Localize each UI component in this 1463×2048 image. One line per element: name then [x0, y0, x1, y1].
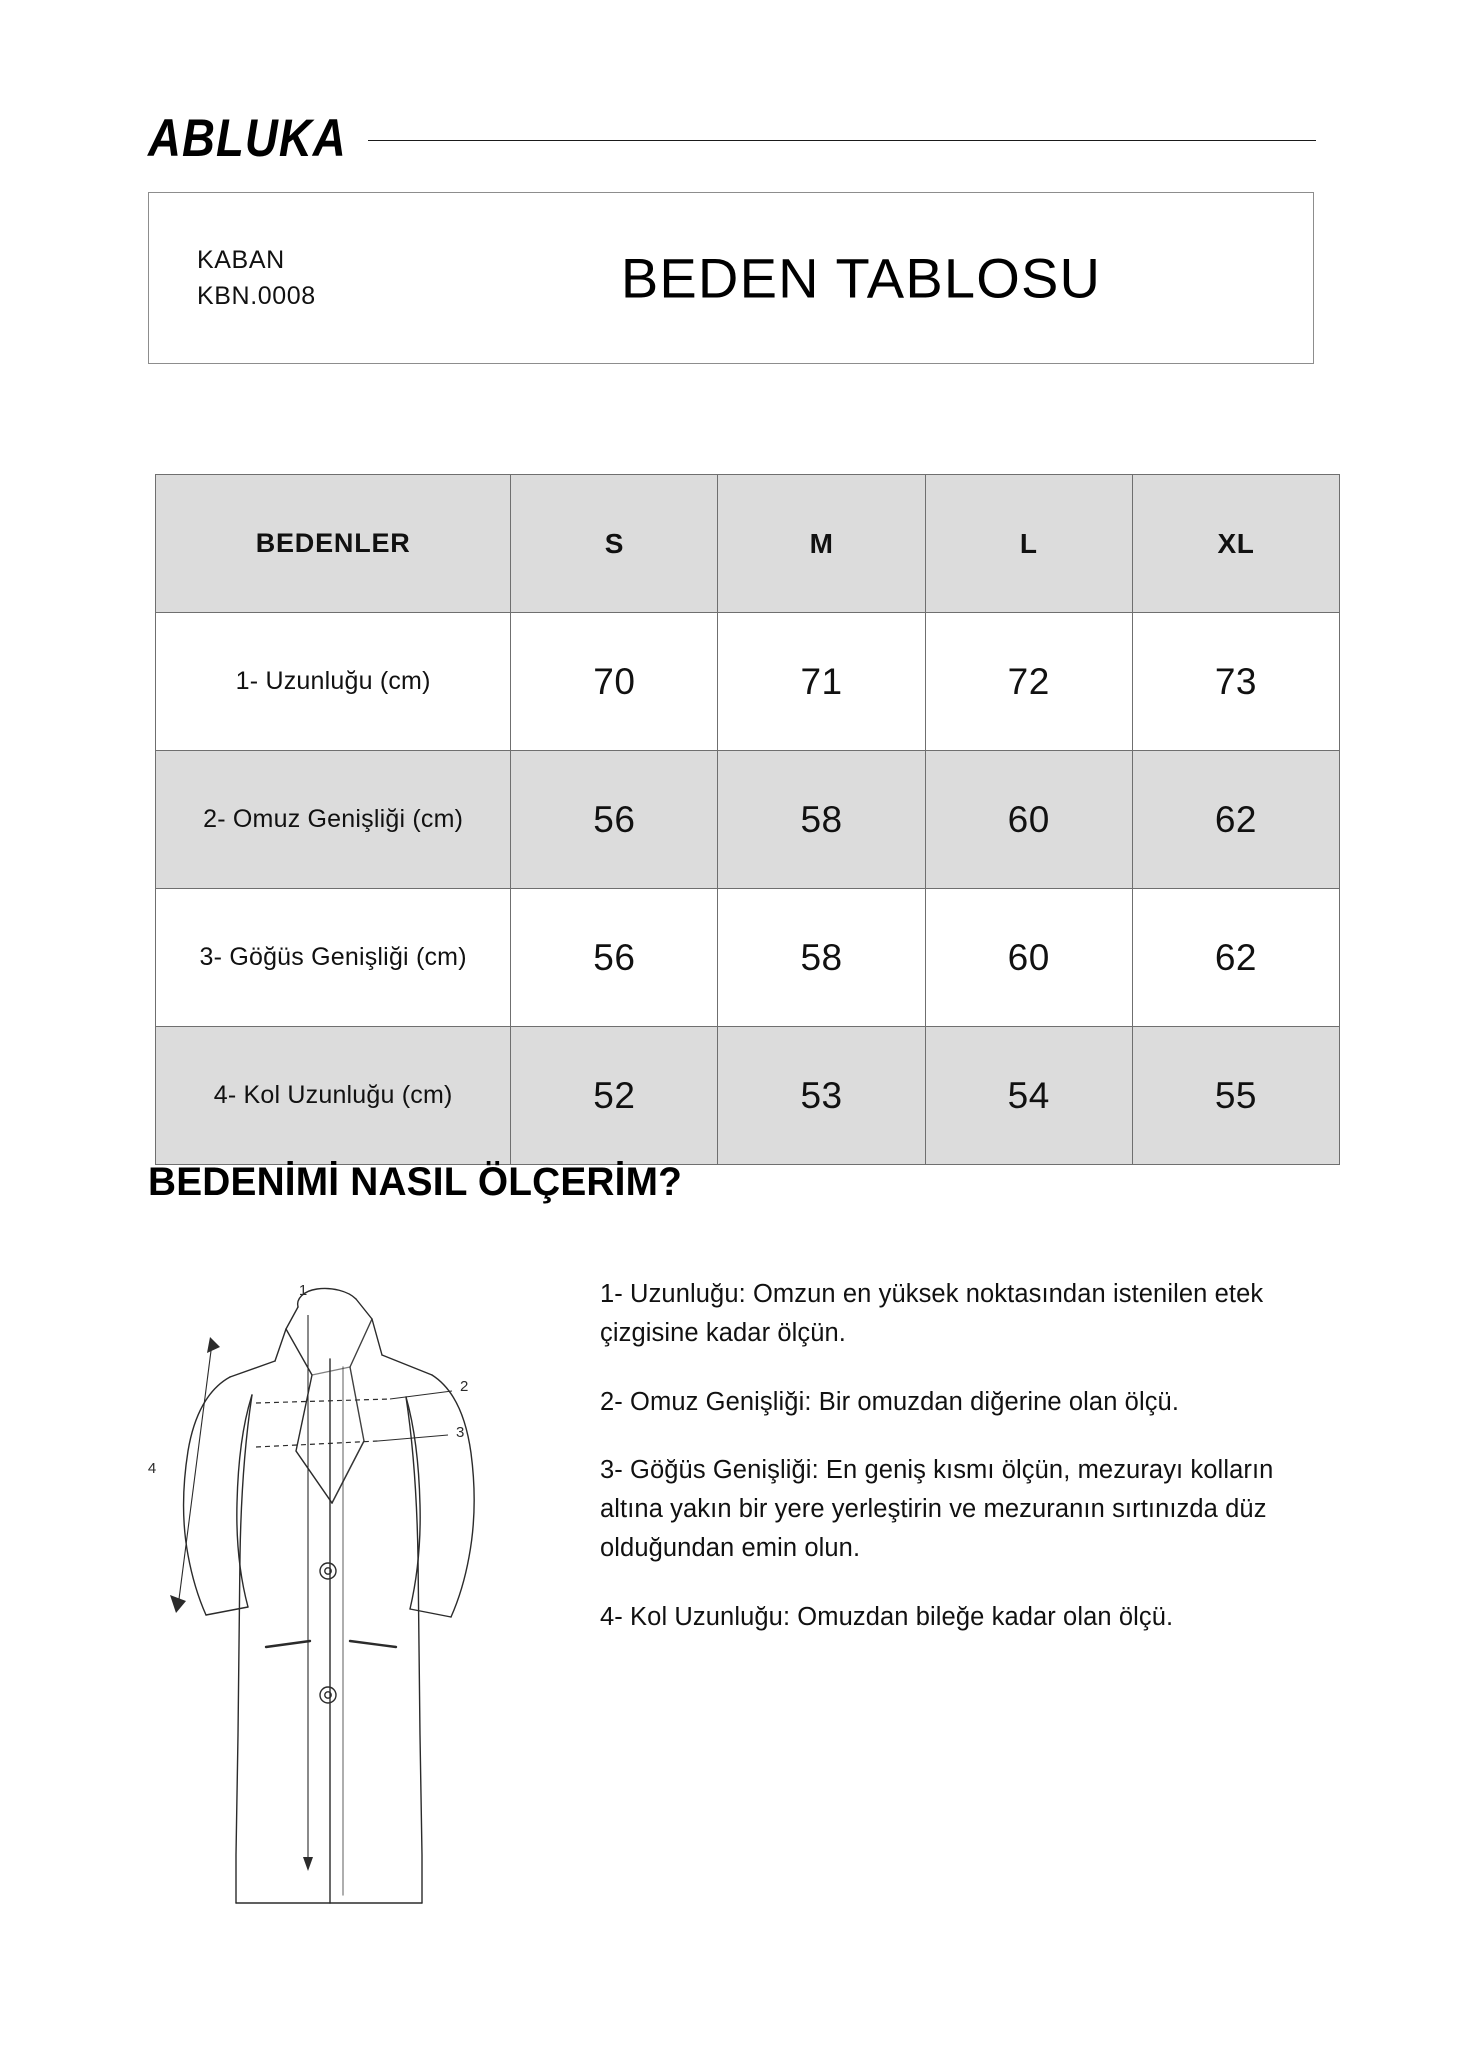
measurement-value: 58 [800, 936, 843, 978]
table-header-cell-label [156, 475, 511, 613]
measurement-value: 62 [1214, 936, 1257, 978]
figure-marker-4: 4 [147, 1460, 157, 1477]
measurement-label-cell [156, 613, 511, 751]
instruction-item-4: 4- Kol Uzunluğu: Omuzdan bileğe kadar olan ölçü. [600, 1602, 1174, 1631]
measurement-value-cell [718, 751, 925, 889]
figure-marker-3: 3 [456, 1424, 465, 1441]
how-to-measure-section [0, 1255, 1463, 1975]
measurement-value-cell [1132, 889, 1339, 1027]
how-to-measure-heading: BEDENİMİ NASIL ÖLÇERİM? [148, 1160, 683, 1204]
instructions-list [600, 1275, 1300, 1636]
table-row [156, 1027, 1340, 1165]
header-divider-line [368, 140, 1316, 141]
measurement-value: 71 [800, 660, 843, 702]
measurement-value: 62 [1214, 798, 1257, 840]
measurement-value-cell [925, 751, 1132, 889]
measurement-value-cell [925, 1027, 1132, 1165]
size-header-xl: XL [1217, 527, 1255, 559]
table-row [156, 889, 1340, 1027]
measurement-value: 56 [593, 798, 636, 840]
measurement-value: 56 [593, 936, 636, 978]
measurement-value: 54 [1007, 1074, 1050, 1116]
table-header-cell-l [925, 475, 1132, 613]
product-code: KBN.0008 [197, 282, 316, 310]
table-header-row [156, 475, 1340, 613]
measurement-value: 52 [593, 1074, 636, 1116]
brand-header [148, 109, 1316, 168]
table-header-cell-s [511, 475, 718, 613]
measurement-value: 60 [1007, 936, 1050, 978]
instruction-item-1: 1- Uzunluğu: Omzun en yüksek noktasından istenilen etek çizgisine kadar ölçün. [600, 1280, 1264, 1347]
size-table [155, 474, 1340, 1165]
measurement-value: 60 [1007, 798, 1050, 840]
measurement-value-cell [718, 1027, 925, 1165]
measurement-value: 53 [800, 1074, 843, 1116]
table-row [156, 613, 1340, 751]
figure-marker-1: 1 [298, 1282, 308, 1299]
measurement-value-cell [511, 613, 718, 751]
measurement-value: 55 [1214, 1074, 1257, 1116]
instruction-item-2: 2- Omuz Genişliği: Bir omuzdan diğerine olan ölçü. [600, 1387, 1180, 1416]
size-header-s: S [604, 527, 624, 559]
measurement-label-cell [156, 1027, 511, 1165]
coat-diagram [60, 1255, 590, 1955]
abluka-logo: ABLUKA [148, 109, 347, 168]
measurement-value-cell [718, 613, 925, 751]
measurement-value: 58 [800, 798, 843, 840]
measurement-label: 2- Omuz Genişliği (cm) [203, 805, 464, 833]
measurement-value-cell [925, 613, 1132, 751]
instruction-item-3: 3- Göğüs Genişliği: En geniş kısmı ölçün, mezurayı kolların altına yakın bir yere yerleştirin ve mezuranın sırtınızda düz olduğundan emin olun. [600, 1456, 1274, 1562]
measurement-value-cell [1132, 751, 1339, 889]
measurement-value: 73 [1214, 660, 1257, 702]
measurement-value-cell [511, 889, 718, 1027]
page-title: BEDEN TABLOSU [620, 246, 1102, 310]
measurement-value-cell [718, 889, 925, 1027]
measurement-label-cell [156, 751, 511, 889]
measurement-label: 1- Uzunluğu (cm) [235, 667, 431, 695]
bedenler-label: BEDENLER [255, 528, 411, 558]
table-header-cell-m [718, 475, 925, 613]
figure-marker-2: 2 [460, 1378, 469, 1395]
measurement-value: 72 [1007, 660, 1050, 702]
size-header-l: L [1019, 527, 1038, 559]
measurement-value: 70 [593, 660, 636, 702]
measurement-label: 3- Göğüs Genişliği (cm) [199, 943, 467, 971]
measurement-value-cell [1132, 1027, 1339, 1165]
measurement-value-cell [925, 889, 1132, 1027]
measurement-label: 4- Kol Uzunluğu (cm) [213, 1081, 453, 1109]
product-category: KABAN [197, 245, 285, 274]
table-row [156, 751, 1340, 889]
title-box [148, 192, 1314, 364]
size-header-m: M [809, 527, 834, 559]
measurement-value-cell [511, 751, 718, 889]
measurement-label-cell [156, 889, 511, 1027]
coat-technical-drawing [60, 1255, 590, 1955]
measurement-value-cell [511, 1027, 718, 1165]
measurement-value-cell [1132, 613, 1339, 751]
table-header-cell-xl [1132, 475, 1339, 613]
